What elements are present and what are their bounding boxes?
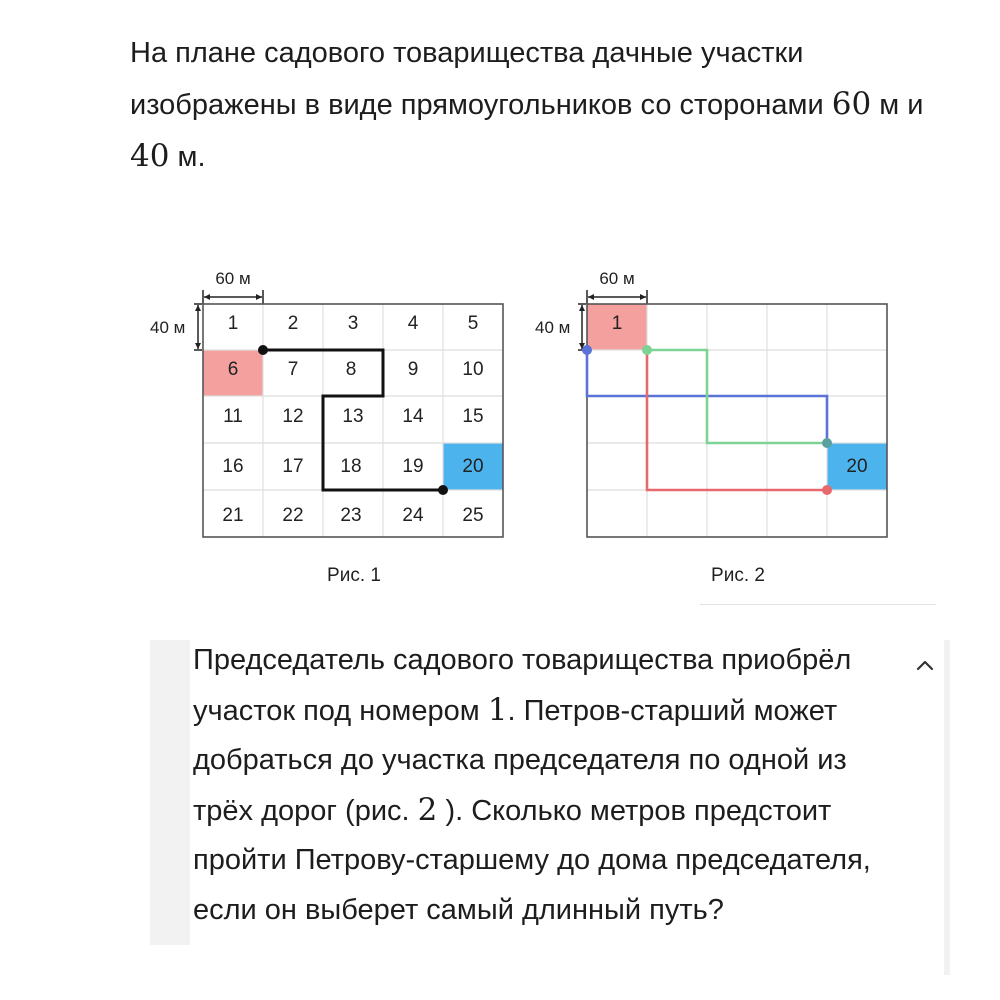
plot-number: 15 (462, 406, 484, 427)
plot-number: 23 (340, 505, 362, 526)
figure-2-plan (524, 262, 904, 552)
plot-number: 19 (402, 456, 424, 477)
problem-intro (130, 28, 950, 183)
plot-number: 2 (287, 313, 299, 334)
road-end-dot (822, 438, 832, 448)
plot-number: 5 (467, 313, 479, 334)
plot-number: 21 (222, 505, 244, 526)
plot-number: 20 (462, 456, 484, 477)
intro-text: На плане садового товарищества дачные участки изображены в виде прямоугольников со сторонами (130, 37, 824, 121)
plot-number: 13 (342, 406, 364, 427)
plot-number: 10 (462, 359, 484, 380)
height-dimension-arrow (194, 304, 202, 350)
plot-number: 22 (282, 505, 304, 526)
plot-number: 18 (340, 456, 362, 477)
plot-number-end: 20 (846, 456, 868, 477)
height-label: 40 м (535, 318, 571, 337)
width-number: 60 (831, 86, 872, 122)
question-part-1: Председатель садового товарищества приобрёл участок под номером (193, 644, 852, 727)
chevron-up-icon (913, 654, 937, 678)
figure-2-caption: Рис. 2 (711, 565, 765, 586)
collapse-button[interactable] (913, 654, 937, 678)
plot-number: 7 (287, 359, 299, 380)
route-end-dot (438, 485, 448, 495)
road-blue-start-dot (582, 345, 592, 355)
figure-1-caption: Рис. 1 (327, 565, 381, 586)
plot-number: 24 (402, 505, 424, 526)
unit-text: м и (879, 89, 924, 121)
card-shade-right (944, 640, 950, 975)
question-part-3: ). Сколько метров предстоит пройти Петрову-старшему до дома председателя, если он выберет самый длинный путь? (193, 794, 871, 926)
road-red-end-dot (822, 485, 832, 495)
plot-number: 9 (407, 359, 419, 380)
plot-number: 14 (402, 406, 424, 427)
figure-ref-number: 2 (417, 791, 438, 828)
figure-1-plan (140, 262, 520, 552)
plot-number: 1 (227, 313, 239, 334)
height-dimension-arrow (578, 304, 586, 350)
plot-number: 6 (227, 359, 239, 380)
figure-2 (524, 262, 904, 552)
width-dimension-arrow (203, 290, 263, 304)
height-label: 40 м (150, 318, 186, 337)
height-number: 40 (130, 138, 170, 174)
plot-number: 16 (222, 456, 244, 477)
card-shade-left (150, 640, 190, 945)
width-dimension-arrow (587, 290, 647, 304)
plot-number: 4 (407, 313, 419, 334)
section-divider (700, 604, 936, 605)
plot-number: 8 (345, 359, 357, 380)
question-text (193, 636, 913, 935)
figure-1 (140, 262, 520, 552)
plot-number: 17 (282, 456, 304, 477)
width-label: 60 м (215, 269, 251, 288)
width-label: 60 м (599, 269, 635, 288)
question-part-2: . Петров-старший может добраться до участка председателя по одной из трёх дорог (рис. (193, 694, 847, 827)
route-start-dot (258, 345, 268, 355)
plot-number-start: 1 (611, 313, 623, 334)
road-red (647, 350, 827, 490)
road-green-start-dot (642, 345, 652, 355)
plot-number: 12 (282, 406, 304, 427)
chairman-plot-number: 1 (487, 691, 508, 728)
plot-number: 3 (347, 313, 359, 334)
plot-number: 11 (223, 406, 243, 427)
plot-number: 25 (462, 505, 484, 526)
unit-text-end: м. (177, 141, 206, 173)
